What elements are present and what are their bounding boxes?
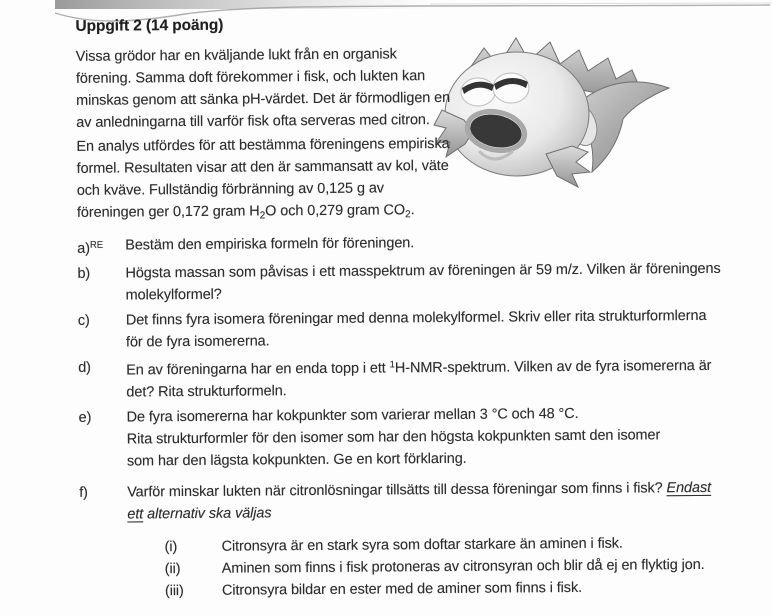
label-a-superscript: RE [89,239,103,251]
question-label-a: a)$^{RE}$ [77,239,103,257]
question-e-line2: Rita strukturformler för den isomer som har den högsta kokpunkten samt den isomer [126,427,661,448]
question-text-e [126,402,725,473]
question-label-e: e) [78,409,92,426]
question-text-f: Varför minskar lukten när citronlösningar tillsätts till dessa föreningar som finns i fisk? Endast ett alternativ ska väljas [127,479,712,523]
analysis-text-1: En analys utfördes för att bestämma föreningens empiriska formel. Resultaten visar att den är sammansatt av kol, väte och kväve. Fullständig förbränning av 0,125 g av föreningen ger 0,172 gram H [76,135,450,221]
h2o-subscript: 2 [259,210,266,222]
question-text-a: Bestäm den empiriska formeln för föreningen. [125,235,415,254]
question-label-c: c) [77,312,90,329]
question-item-a [77,230,724,260]
co2-subscript: 2 [405,209,411,221]
answer-options [165,532,728,602]
analysis-text-2: O och 0,279 gram CO [265,202,406,220]
option-i-label: (i) [164,539,178,556]
emphasis-italic: alternativ ska väljas [143,505,272,523]
question-label-d: d) [78,359,91,376]
page-title: Uppgift 2 (14 poäng) [75,16,224,35]
option-ii-text: Aminen som finns i fisk protoneras av citronsyran och blir då ej en flyktig jon. [221,556,705,577]
question-label-b: b) [77,265,91,282]
question-item-e [78,402,725,473]
option-iii-text: Citronsyra bildar en ester med de aminer som finns i fisk. [221,579,583,599]
intro-paragraph: Vissa grödor har en kväljande lukt från en organisk förening. Samma doft förekommer i fisk, och lukten kan minskas genom att sänka pH-värdet. Det är förmodligen en av anledningarna till varför fisk ofta serveras med citron. [75,46,451,131]
question-item-d [78,352,725,404]
option-iii-label: (iii) [164,583,184,600]
question-e-line1: De fyra isomererna har kokpunkter som varierar mellan 3 °C och 48 °C. [126,405,579,426]
analysis-text-3: . [410,202,415,219]
option-iii [165,576,727,602]
question-text-b: Högsta massan som påvisas i ett masspektrum av föreningen är 59 m/z. Vilken är föreningens molekylformel? [125,260,721,304]
question-item-f [79,477,726,526]
question-item-b [77,258,724,307]
nmr-superscript: 1 [389,359,395,371]
emphasis-underlined: Endast ett [127,479,712,523]
question-e-line3: som har den lägsta kokpunkten. Ge en kort förklaring. [126,450,467,470]
question-text-d: En av föreningarna har en enda topp i ett $^1$H-NMR-spektrum. Vilken av de fyra isomererna är det? Rita strukturformeln. [126,357,712,401]
question-item-c [78,305,725,354]
illustration-spacer [451,41,724,193]
question-text-c: Det finns fyra isomera föreningar med denna molekylformel. Skriv eller rita strukturformlerna för de fyra isomererna. [125,307,707,351]
question-label-f: f) [79,484,88,501]
option-ii-label: (ii) [164,561,181,578]
question-list [77,230,726,526]
option-i-text: Citronsyra är en stark syra som doftar starkare än aminen i fisk. [221,535,623,555]
